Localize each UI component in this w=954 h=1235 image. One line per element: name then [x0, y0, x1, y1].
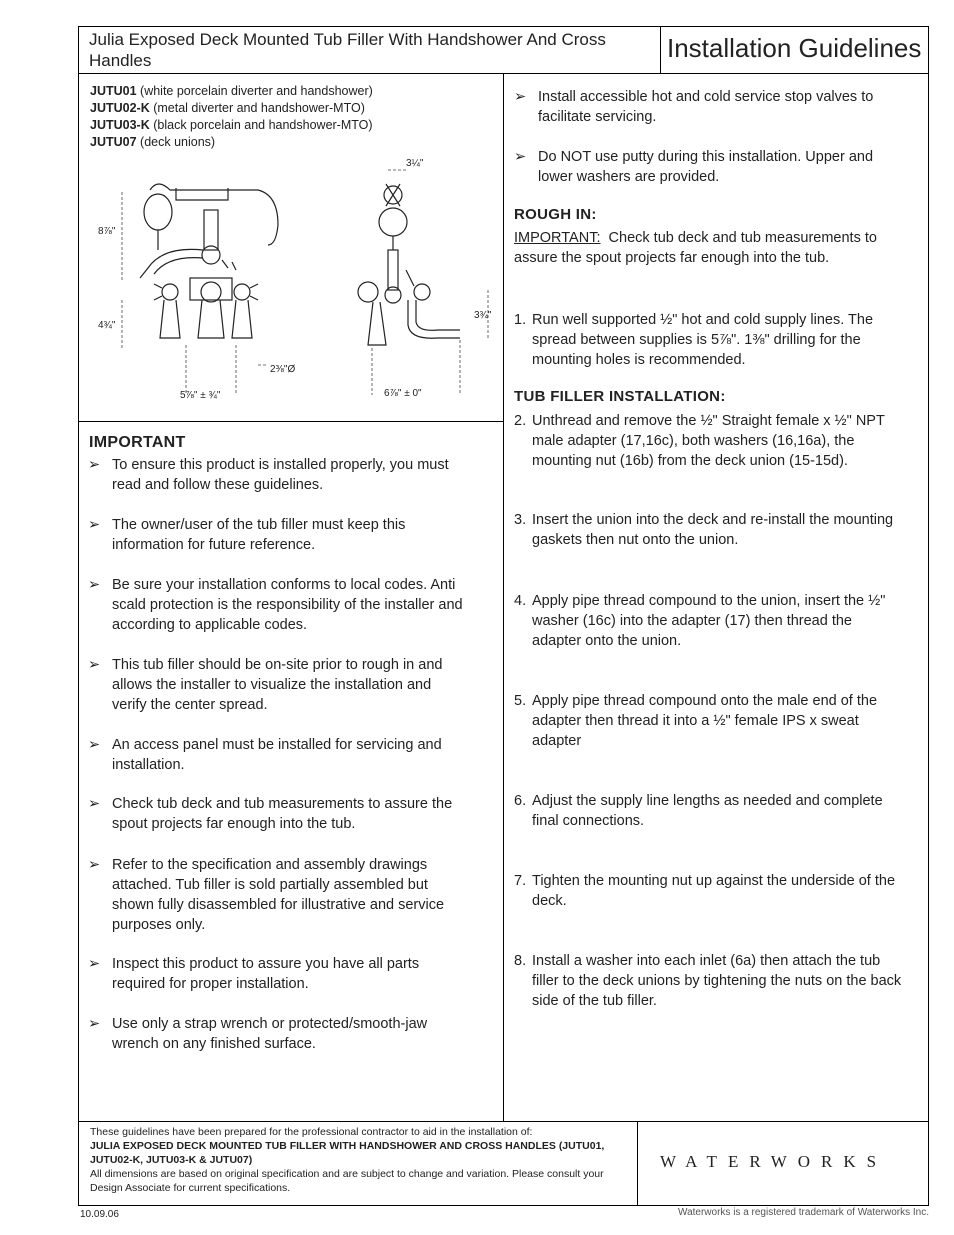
column-divider — [503, 73, 504, 1122]
rough-in-important-label: IMPORTANT: — [514, 230, 601, 246]
rough-in-important-text: Check tub deck and tub measurements to assure the spout projects far enough into the tub. — [514, 230, 877, 266]
footer-divider — [637, 1121, 638, 1206]
step: 5. Apply pipe thread compound onto the male end of the adapter then thread it into a ½" female IPS x sweat adapter — [514, 693, 878, 749]
dim-projection: 6⅞" ± 0" — [384, 388, 422, 399]
dim-spout-height: 3¾" — [474, 310, 492, 321]
doc-date: 10.09.06 — [80, 1209, 119, 1220]
dim-top-width: 3¼" — [406, 158, 424, 169]
right-bullet: ➢ Do NOT use putty during this installation. Upper and lower washers are provided. — [514, 149, 874, 185]
arrow-icon: ➢ — [514, 149, 527, 165]
important-bullet: ➢ Inspect this product to assure you have all parts required for proper installation. — [88, 956, 420, 992]
arrow-icon: ➢ — [514, 89, 527, 105]
footer-product-line: JULIA EXPOSED DECK MOUNTED TUB FILLER WITH HANDSHOWER AND CROSS HANDLES (JUTU01, JUTU02-K, JUTU03-K & JUTU07) — [90, 1140, 605, 1166]
important-bullet: ➢ Use only a strap wrench or protected/smooth-jaw wrench on any finished surface. — [88, 1016, 428, 1052]
product-title: Julia Exposed Deck Mounted Tub Filler With Handshower And Cross Handles — [78, 26, 661, 74]
important-bullet: ➢ The owner/user of the tub filler must keep this information for future reference. — [88, 517, 406, 553]
drawing-divider — [78, 421, 504, 422]
arrow-icon: ➢ — [88, 457, 101, 473]
step: 8. Install a washer into each inlet (6a) then attach the tub filler to the deck unions by tightening the nuts on the back side of the tub filler. — [514, 953, 902, 1009]
footer-line: All dimensions are based on original specification and are subject to change and variation. Please consult your Design Associate for current specifications. — [90, 1168, 604, 1194]
install-heading: TUB FILLER INSTALLATION: — [514, 388, 726, 405]
brand-logo: WATERWORKS — [660, 1152, 888, 1171]
arrow-icon: ➢ — [88, 956, 101, 972]
important-bullet: ➢ Be sure your installation conforms to local codes. Anti scald protection is the responsibility of the installer and according to applicable codes. — [88, 577, 463, 633]
footer-text — [90, 1125, 630, 1195]
arrow-icon: ➢ — [88, 517, 101, 533]
rough-in-heading: ROUGH IN: — [514, 206, 597, 223]
important-bullet: ➢ Check tub deck and tub measurements to assure the spout projects far enough into the tub. — [88, 796, 453, 832]
arrow-icon: ➢ — [88, 1016, 101, 1032]
model-item: JUTU07 (deck unions) — [90, 135, 216, 149]
step: 4. Apply pipe thread compound to the union, insert the ½" washer (16c) into the adapter (17) then thread the adapter onto the union. — [514, 593, 886, 649]
faucet-drawing — [88, 150, 498, 410]
step: 7. Tighten the mounting nut up against the underside of the deck. — [514, 873, 896, 909]
model-item: JUTU03-K (black porcelain and handshower-MTO) — [90, 118, 373, 132]
important-bullet: ➢ Refer to the specification and assembly drawings attached. Tub filler is sold partially assembled but shown fully disassembled for illustrative and service purposes only. — [88, 857, 445, 933]
important-bullet: ➢ An access panel must be installed for servicing and installation. — [88, 737, 442, 773]
dim-height-bottom: 4¾" — [98, 320, 116, 331]
step: 2. Unthread and remove the ½" Straight female x ½" NPT male adapter (17,16c), both washers (16,16a), the mounting nut (16b) from the deck union (15-15d). — [514, 413, 885, 469]
right-bullet: ➢ Install accessible hot and cold service stop valves to facilitate servicing. — [514, 89, 874, 125]
step: 3. Insert the union into the deck and re-install the mounting gaskets then nut onto the union. — [514, 512, 894, 548]
important-bullet: ➢ To ensure this product is installed properly, you must read and follow these guidelines. — [88, 457, 449, 493]
doc-title: Installation Guidelines — [660, 26, 929, 74]
dim-hole: 2⅜"Ø — [270, 364, 296, 375]
arrow-icon: ➢ — [88, 796, 101, 812]
trademark-note: Waterworks is a registered trademark of Waterworks Inc. — [678, 1207, 929, 1218]
important-heading: IMPORTANT — [89, 434, 186, 451]
important-bullet: ➢ This tub filler should be on-site prior to rough in and allows the installer to visualize the installation and verify the center spread. — [88, 657, 443, 713]
step-1: 1. Run well supported ½" hot and cold supply lines. The spread between supplies is 5⅞". 1⅜" drilling for the mounting holes is recommended. — [514, 312, 874, 368]
arrow-icon: ➢ — [88, 737, 101, 753]
step: 6. Adjust the supply line lengths as needed and complete final connections. — [514, 793, 883, 829]
footer-line: These guidelines have been prepared for the professional contractor to aid in the installation of: — [90, 1126, 533, 1138]
model-item: JUTU02-K (metal diverter and handshower-MTO) — [90, 101, 365, 115]
dim-spread: 5⅞" ± ¾" — [180, 390, 221, 401]
rough-in-important — [514, 228, 904, 268]
model-item: JUTU01 (white porcelain diverter and handshower) — [90, 84, 373, 98]
arrow-icon: ➢ — [88, 657, 101, 673]
model-list — [90, 83, 373, 151]
arrow-icon: ➢ — [88, 577, 101, 593]
arrow-icon: ➢ — [88, 857, 101, 873]
dim-height-top: 8⅞" — [98, 226, 116, 237]
